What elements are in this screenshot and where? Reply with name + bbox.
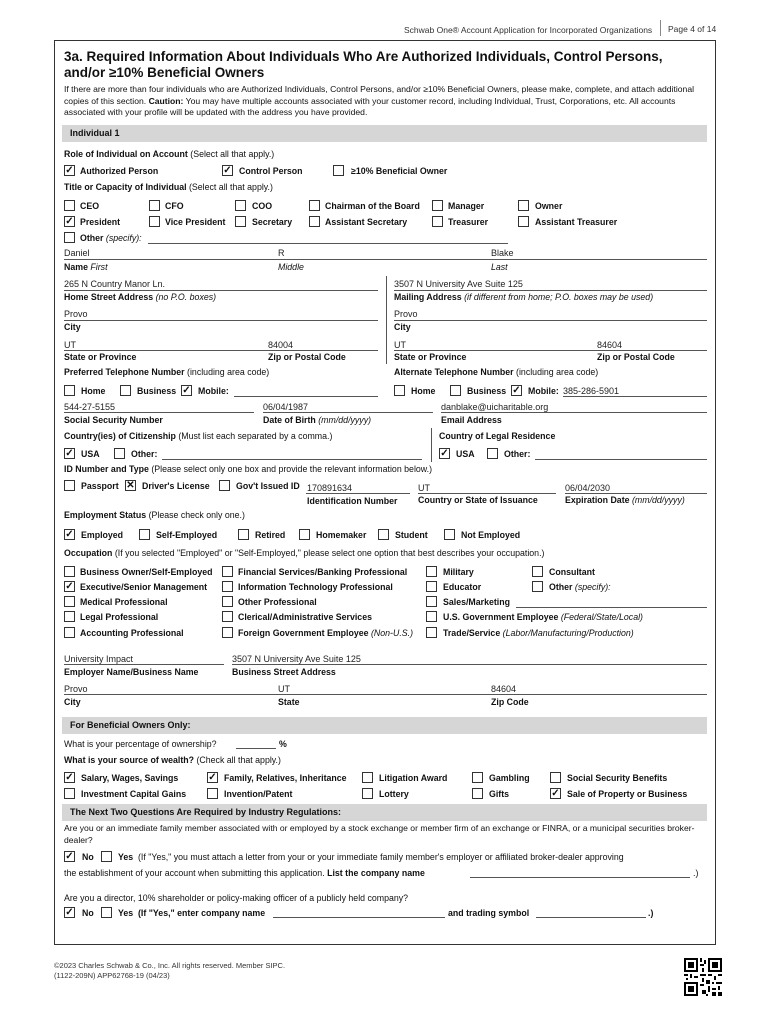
wealth-salary-checkbox[interactable]: ✓ bbox=[65, 772, 74, 783]
phone-field[interactable] bbox=[234, 396, 378, 397]
occ-trade-label: Trade/Service (Labor/Manufacturing/Production) bbox=[443, 628, 634, 638]
title-cfo-label: CFO bbox=[165, 201, 184, 211]
title-coo-label: COO bbox=[252, 201, 273, 211]
beneficial-owners-bar: For Beneficial Owners Only: bbox=[62, 717, 707, 734]
mail-state-label: State or Province bbox=[394, 352, 467, 362]
occ-business-owner-label: Business Owner/Self-Employed bbox=[80, 567, 213, 577]
employer-city-value: Provo bbox=[64, 684, 88, 694]
wealth-family-checkbox[interactable]: ✓ bbox=[208, 772, 217, 783]
dob-label: Date of Birth (mm/dd/yyyy) bbox=[263, 415, 372, 425]
mail-city-value: Provo bbox=[394, 309, 418, 319]
ssn-value: 544-27-5155 bbox=[64, 402, 116, 412]
header-divider bbox=[660, 20, 661, 36]
title-other-label: Other (specify): bbox=[80, 233, 142, 243]
alt-phone-mobile-checkbox[interactable]: ✓ bbox=[512, 385, 521, 396]
employer-city-state-zip-field[interactable] bbox=[64, 694, 707, 695]
q2-symbol-field[interactable] bbox=[536, 917, 646, 918]
middle-label: Middle bbox=[278, 262, 304, 272]
title-treasurer-label: Treasurer bbox=[448, 217, 489, 227]
q1-note-2: the establishment of your account when submitting this application. List the company name bbox=[64, 868, 425, 878]
home-address-label: Home Street Address (no P.O. boxes) bbox=[64, 292, 217, 302]
title-secretary-label: Secretary bbox=[252, 217, 293, 227]
q1-yes-checkbox[interactable] bbox=[101, 851, 112, 862]
mail-zip-label: Zip or Postal Code bbox=[597, 352, 675, 362]
residence-other-label: Other: bbox=[504, 449, 531, 459]
wealth-lottery-checkbox[interactable] bbox=[362, 788, 373, 799]
occ-business-owner-checkbox[interactable] bbox=[64, 566, 75, 577]
mail-zip-value: 84604 bbox=[597, 340, 623, 350]
role-beneficial-checkbox[interactable] bbox=[333, 165, 344, 176]
employment-homemaker-label: Homemaker bbox=[316, 530, 367, 540]
wealth-lottery-label: Lottery bbox=[379, 789, 409, 799]
home-city-field[interactable] bbox=[64, 320, 378, 321]
wealth-gambling-label: Gambling bbox=[489, 773, 530, 783]
employer-state-value: UT bbox=[278, 684, 290, 694]
occ-executive-checkbox[interactable]: ✓ bbox=[65, 581, 74, 592]
header-title: Schwab One® Account Application for Incorporated Organizations bbox=[404, 25, 653, 35]
intro-text: If there are more than four individuals who are Authorized Individuals, Control Persons, and/or ≥10% Beneficial Owners, please make, complete, and attach additional copies of this section. Caution: You may have multiple accounts associated with your customer record, including Individual, Trust, Corporations, etc. All accounts associated with your profile will be updated with the address you have provided. bbox=[64, 84, 695, 117]
title-vp-label: Vice President bbox=[165, 217, 226, 227]
wealth-gifts-label: Gifts bbox=[489, 789, 510, 799]
occ-it-checkbox[interactable] bbox=[222, 581, 233, 592]
middle-name-value: R bbox=[278, 248, 285, 258]
home-state-zip-field[interactable] bbox=[64, 350, 378, 351]
occ-us-govt-checkbox[interactable] bbox=[426, 611, 437, 622]
id-state-value: UT bbox=[418, 483, 430, 493]
id-state-field[interactable] bbox=[418, 493, 556, 494]
employment-self-checkbox[interactable] bbox=[139, 529, 150, 540]
wealth-social-security-label: Social Security Benefits bbox=[567, 773, 668, 783]
citizenship-other-field[interactable] bbox=[162, 459, 422, 460]
home-state-label: State or Province bbox=[64, 352, 137, 362]
title-asst-treasurer-checkbox[interactable] bbox=[518, 216, 529, 227]
occ-medical-label: Medical Professional bbox=[80, 597, 168, 607]
phone-business-checkbox[interactable] bbox=[120, 385, 131, 396]
occ-accounting-label: Accounting Professional bbox=[80, 628, 184, 638]
home-address-value: 265 N Country Manor Ln. bbox=[64, 279, 166, 289]
citizenship-divider bbox=[431, 428, 432, 462]
citizenship-other-checkbox[interactable] bbox=[114, 448, 125, 459]
q2-yes-label: Yes bbox=[118, 908, 134, 918]
home-city-label: City bbox=[64, 322, 81, 332]
id-govt-label: Gov't Issued ID bbox=[236, 481, 300, 491]
occ-trade-checkbox[interactable] bbox=[426, 627, 437, 638]
alt-mobile-value: 385-286-5901 bbox=[563, 386, 620, 396]
q1-company-field[interactable] bbox=[470, 877, 690, 878]
residence-other-field[interactable] bbox=[535, 459, 707, 460]
wealth-invention-checkbox[interactable] bbox=[207, 788, 218, 799]
citizenship-usa-label: USA bbox=[81, 449, 100, 459]
name-field[interactable] bbox=[64, 259, 707, 260]
alt-phone-label: Alternate Telephone Number (including area code) bbox=[394, 367, 599, 377]
title-owner-label: Owner bbox=[535, 201, 563, 211]
citizenship-label: Country(ies) of Citizenship (Must list each separated by a comma.) bbox=[64, 431, 333, 441]
title-treasurer-checkbox[interactable] bbox=[432, 216, 443, 227]
employer-state-label: State bbox=[278, 697, 300, 707]
employer-address-label: Business Street Address bbox=[232, 667, 336, 677]
occupation-label: Occupation (If you selected "Employed" or "Self-Employed," please select one option that best describes your occupation.) bbox=[64, 548, 545, 558]
occ-medical-checkbox[interactable] bbox=[64, 596, 75, 607]
email-value: danblake@uicharitable.org bbox=[441, 402, 549, 412]
employer-name-value: University Impact bbox=[64, 654, 134, 664]
occ-accounting-checkbox[interactable] bbox=[64, 627, 75, 638]
q2-no-checkbox[interactable]: ✓ bbox=[65, 907, 74, 918]
id-passport-label: Passport bbox=[81, 481, 119, 491]
title-other-checkbox[interactable] bbox=[64, 232, 75, 243]
alt-phone-mobile-label: Mobile: bbox=[528, 386, 559, 396]
title-ceo-label: CEO bbox=[80, 201, 100, 211]
mailing-address-value: 3507 N University Ave Suite 125 bbox=[394, 279, 523, 289]
occ-foreign-govt-label: Foreign Government Employee (Non-U.S.) bbox=[238, 628, 414, 638]
employment-student-checkbox[interactable] bbox=[378, 529, 389, 540]
title-president-label: President bbox=[80, 217, 121, 227]
question-2: Are you a director, 10% shareholder or policy-making officer of a publicly held company? bbox=[64, 893, 409, 903]
wealth-investment-checkbox[interactable] bbox=[64, 788, 75, 799]
occ-consultant-label: Consultant bbox=[549, 567, 595, 577]
occ-military-label: Military bbox=[443, 567, 474, 577]
q2-yes-checkbox[interactable] bbox=[101, 907, 112, 918]
email-field[interactable] bbox=[441, 412, 707, 413]
wealth-property-label: Sale of Property or Business bbox=[567, 789, 688, 799]
role-authorized-checkbox[interactable]: ✓ bbox=[65, 165, 74, 176]
occ-other-professional-label: Other Professional bbox=[238, 597, 317, 607]
home-zip-label: Zip or Postal Code bbox=[268, 352, 346, 362]
phone-business-label: Business bbox=[137, 386, 177, 396]
q1-yes-label: Yes bbox=[118, 852, 134, 862]
alt-phone-home-label: Home bbox=[411, 386, 436, 396]
occ-sales-label: Sales/Marketing bbox=[443, 597, 510, 607]
alt-phone-home-checkbox[interactable] bbox=[394, 385, 405, 396]
employment-retired-checkbox[interactable] bbox=[238, 529, 249, 540]
home-address-field[interactable] bbox=[64, 290, 378, 291]
q2-no-label: No bbox=[82, 908, 94, 918]
title-capacity-label: Title or Capacity of Individual (Select all that apply.) bbox=[64, 182, 273, 192]
name-label: Name First bbox=[64, 262, 108, 272]
q1-no-label: No bbox=[82, 852, 94, 862]
alt-phone-business-checkbox[interactable] bbox=[450, 385, 461, 396]
occ-financial-label: Financial Services/Banking Professional bbox=[238, 567, 408, 577]
footer-copyright: ©2023 Charles Schwab & Co., Inc. All rights reserved. Member SIPC. bbox=[54, 961, 286, 970]
phone-mobile-label: Mobile: bbox=[198, 386, 229, 396]
employer-zip-label: Zip Code bbox=[491, 697, 529, 707]
q1-end: .) bbox=[693, 868, 699, 878]
individual-bar: Individual 1 bbox=[62, 125, 707, 142]
phone-mobile-checkbox[interactable]: ✓ bbox=[182, 385, 191, 396]
q2-company-field[interactable] bbox=[273, 917, 445, 918]
title-coo-checkbox[interactable] bbox=[235, 200, 246, 211]
wealth-property-checkbox[interactable]: ✓ bbox=[551, 788, 560, 799]
mail-state-zip-field[interactable] bbox=[394, 350, 707, 351]
id-passport-checkbox[interactable] bbox=[64, 480, 75, 491]
employer-name-label: Employer Name/Business Name bbox=[64, 667, 199, 677]
occ-educator-checkbox[interactable] bbox=[426, 581, 437, 592]
wealth-investment-label: Investment Capital Gains bbox=[81, 789, 187, 799]
ownership-percent: % bbox=[279, 739, 287, 749]
phone-home-checkbox[interactable] bbox=[64, 385, 75, 396]
q1-note: (If "Yes," you must attach a letter from your or your immediate family member's employer or affiliated broker-dealer approving bbox=[138, 852, 624, 862]
employer-address-field[interactable] bbox=[232, 664, 707, 665]
wealth-label: What is your source of wealth? (Check all that apply.) bbox=[64, 755, 281, 765]
wealth-salary-label: Salary, Wages, Savings bbox=[81, 773, 179, 783]
email-label: Email Address bbox=[441, 415, 502, 425]
regulations-bar: The Next Two Questions Are Required by Industry Regulations: bbox=[62, 804, 707, 821]
occ-clerical-checkbox[interactable] bbox=[222, 611, 233, 622]
mail-state-value: UT bbox=[394, 340, 406, 350]
title-secretary-checkbox[interactable] bbox=[235, 216, 246, 227]
role-control-checkbox[interactable]: ✓ bbox=[223, 165, 232, 176]
title-asst-secretary-label: Assistant Secretary bbox=[325, 217, 408, 227]
citizenship-usa-checkbox[interactable]: ✓ bbox=[65, 448, 74, 459]
occ-executive-label: Executive/Senior Management bbox=[80, 582, 208, 592]
residence-label: Country of Legal Residence bbox=[439, 431, 556, 441]
ownership-field[interactable] bbox=[236, 748, 276, 749]
occ-clerical-label: Clerical/Administrative Services bbox=[238, 612, 372, 622]
occ-educator-label: Educator bbox=[443, 582, 482, 592]
occ-it-label: Information Technology Professional bbox=[238, 582, 393, 592]
footer-form-number: (1122-209N) APP62768-19 (04/23) bbox=[54, 971, 170, 980]
alt-phone-business-label: Business bbox=[467, 386, 507, 396]
wealth-invention-label: Invention/Patent bbox=[224, 789, 293, 799]
home-state-value: UT bbox=[64, 340, 76, 350]
wealth-gambling-checkbox[interactable] bbox=[472, 772, 483, 783]
dob-value: 06/04/1987 bbox=[263, 402, 309, 412]
id-drivers-license-checkbox[interactable]: ✕ bbox=[126, 480, 135, 491]
last-name-value: Blake bbox=[491, 248, 514, 258]
dob-field[interactable] bbox=[263, 412, 433, 413]
phone-home-label: Home bbox=[81, 386, 106, 396]
occ-financial-checkbox[interactable] bbox=[222, 566, 233, 577]
employer-zip-value: 84604 bbox=[491, 684, 517, 694]
q2-note: (If "Yes," enter company name bbox=[138, 908, 266, 918]
ssn-field[interactable] bbox=[64, 412, 254, 413]
title-chairman-label: Chairman of the Board bbox=[325, 201, 420, 211]
mailing-address-label: Mailing Address (if different from home; P.O. boxes may be used) bbox=[394, 292, 654, 302]
title-manager-checkbox[interactable] bbox=[432, 200, 443, 211]
occ-sales-checkbox[interactable] bbox=[426, 596, 437, 607]
qr-code-icon bbox=[684, 958, 722, 996]
first-name-value: Daniel bbox=[64, 248, 90, 258]
id-govt-checkbox[interactable] bbox=[219, 480, 230, 491]
residence-usa-label: USA bbox=[456, 449, 475, 459]
employer-city-label: City bbox=[64, 697, 81, 707]
occ-legal-checkbox[interactable] bbox=[64, 611, 75, 622]
ownership-question: What is your percentage of ownership? bbox=[64, 739, 217, 749]
occ-other-professional-checkbox[interactable] bbox=[222, 596, 233, 607]
role-authorized-label: Authorized Person bbox=[80, 166, 159, 176]
q2-symbol-label: and trading symbol bbox=[448, 908, 530, 918]
employment-self-label: Self-Employed bbox=[156, 530, 218, 540]
mailing-address-field[interactable] bbox=[394, 290, 707, 291]
column-divider bbox=[386, 276, 387, 364]
page-number: Page 4 of 14 bbox=[668, 24, 717, 34]
occ-other-field[interactable] bbox=[516, 607, 707, 608]
employment-label: Employment Status (Please check only one.) bbox=[64, 510, 245, 520]
employment-retired-label: Retired bbox=[255, 530, 286, 540]
ssn-label: Social Security Number bbox=[64, 415, 163, 425]
alt-phone-field[interactable] bbox=[563, 396, 707, 397]
employer-name-field[interactable] bbox=[64, 664, 224, 665]
wealth-social-security-checkbox[interactable] bbox=[550, 772, 561, 783]
q1-no-checkbox[interactable]: ✓ bbox=[65, 851, 74, 862]
mail-city-label: City bbox=[394, 322, 411, 332]
wealth-litigation-label: Litigation Award bbox=[379, 773, 448, 783]
occ-consultant-checkbox[interactable] bbox=[532, 566, 543, 577]
residence-other-checkbox[interactable] bbox=[487, 448, 498, 459]
title-president-checkbox[interactable]: ✓ bbox=[65, 216, 74, 227]
id-drivers-license-label: Driver's License bbox=[142, 481, 210, 491]
occ-other-checkbox[interactable] bbox=[532, 581, 543, 592]
occ-foreign-govt-checkbox[interactable] bbox=[222, 627, 233, 638]
id-number-label: Identification Number bbox=[307, 496, 398, 506]
wealth-gifts-checkbox[interactable] bbox=[472, 788, 483, 799]
role-control-label: Control Person bbox=[239, 166, 303, 176]
employment-student-label: Student bbox=[395, 530, 428, 540]
id-expiration-field[interactable] bbox=[565, 493, 707, 494]
home-zip-value: 84004 bbox=[268, 340, 294, 350]
employment-employed-label: Employed bbox=[81, 530, 124, 540]
employer-address-value: 3507 N University Ave Suite 125 bbox=[232, 654, 361, 664]
q2-end: .) bbox=[648, 908, 654, 918]
title-asst-secretary-checkbox[interactable] bbox=[309, 216, 320, 227]
employment-employed-checkbox[interactable]: ✓ bbox=[65, 529, 74, 540]
title-asst-treasurer-label: Assistant Treasurer bbox=[535, 217, 618, 227]
title-owner-checkbox[interactable] bbox=[518, 200, 529, 211]
occ-military-checkbox[interactable] bbox=[426, 566, 437, 577]
employment-not-employed-checkbox[interactable] bbox=[444, 529, 455, 540]
question-1: Are you or an immediate family member associated with or employed by a stock exchange or member firm of an exchange or FINRA, or a municipal securities broker-dealer? bbox=[64, 823, 695, 845]
residence-usa-checkbox[interactable]: ✓ bbox=[440, 448, 449, 459]
title-cfo-checkbox[interactable] bbox=[149, 200, 160, 211]
title-vp-checkbox[interactable] bbox=[149, 216, 160, 227]
id-label: ID Number and Type (Please select only one box and provide the relevant information below.) bbox=[64, 464, 433, 474]
home-city-value: Provo bbox=[64, 309, 88, 319]
role-beneficial-label: ≥10% Beneficial Owner bbox=[351, 166, 448, 176]
id-expiration-label: Expiration Date (mm/dd/yyyy) bbox=[565, 495, 685, 505]
citizenship-other-label: Other: bbox=[131, 449, 158, 459]
title-other-field[interactable] bbox=[148, 243, 508, 244]
wealth-family-label: Family, Relatives, Inheritance bbox=[224, 773, 347, 783]
occ-us-govt-label: U.S. Government Employee (Federal/State/Local) bbox=[443, 612, 643, 622]
occ-legal-label: Legal Professional bbox=[80, 612, 159, 622]
title-chairman-checkbox[interactable] bbox=[309, 200, 320, 211]
title-ceo-checkbox[interactable] bbox=[64, 200, 75, 211]
title-manager-label: Manager bbox=[448, 201, 485, 211]
occ-other-label: Other (specify): bbox=[549, 582, 611, 592]
id-number-field[interactable] bbox=[306, 493, 410, 494]
role-label: Role of Individual on Account (Select all that apply.) bbox=[64, 149, 275, 159]
id-expiration-value: 06/04/2030 bbox=[565, 483, 611, 493]
section-title: 3a. Required Information About Individuals Who Are Authorized Individuals, Control Persons, and/or ≥10% Beneficial Owners bbox=[64, 49, 663, 80]
id-number-value: 170891634 bbox=[307, 483, 353, 493]
id-state-label: Country or State of Issuance bbox=[418, 495, 538, 505]
last-label: Last bbox=[491, 262, 508, 272]
wealth-litigation-checkbox[interactable] bbox=[362, 772, 373, 783]
employment-not-employed-label: Not Employed bbox=[461, 530, 521, 540]
employment-homemaker-checkbox[interactable] bbox=[299, 529, 310, 540]
mail-city-field[interactable] bbox=[394, 320, 707, 321]
phone-label: Preferred Telephone Number (including area code) bbox=[64, 367, 270, 377]
